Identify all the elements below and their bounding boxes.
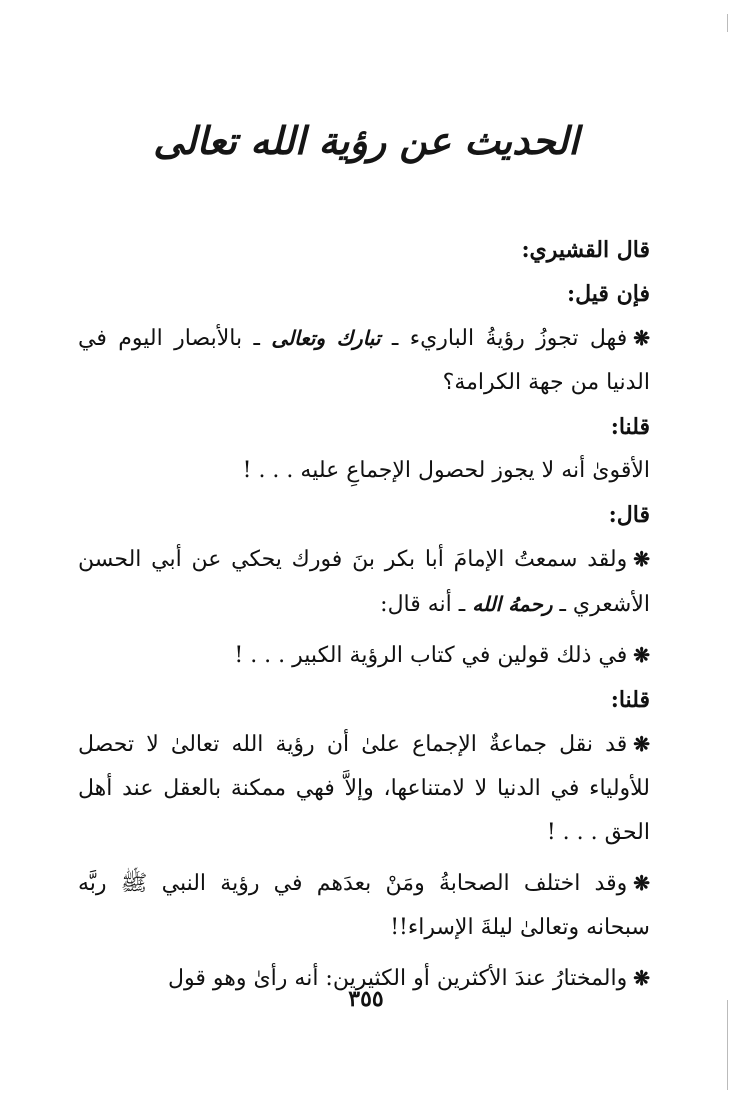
bullet-star-icon: ❋ [633,871,650,895]
paragraph [78,537,650,627]
page-number: ٣٥٥ [348,986,384,1012]
bullet-star-icon: ❋ [633,732,650,756]
section-label: قال: [608,502,650,528]
page-edge-mark [727,1000,728,1090]
section-label: فإن قيل: [567,281,650,307]
paragraph [78,316,650,405]
section-label: قلنا: [610,414,650,440]
text-segment: والمختارُ عندَ الأكثرين أو الكثيرين: أنه رأىٰ وهو قول [168,966,628,991]
text-segment: ولقد سمعتُ الإمامَ أبا بكر بنَ فورك يحكي عن أبي الحسن الأشعري ـ [78,547,650,617]
section-label: قلنا: [610,687,650,713]
chapter-title: الحديث عن رؤية الله تعالى [153,118,579,163]
paragraph [78,633,650,678]
text-segment: في ذلك قولين في كتاب الرؤية الكبير . . . ! [234,643,628,668]
text-segment: ـ أنه قال: [380,592,473,617]
bullet-star-icon: ❋ [633,547,650,571]
honorific-phrase: تبارك وتعالى [271,326,381,350]
paragraph [78,861,650,950]
text-segment: ـ بالأبصار اليوم في الدنيا من جهة الكرامة؟ [78,326,650,395]
bullet-star-icon: ❋ [633,326,650,350]
bullet-star-icon: ❋ [633,643,650,667]
body-text [78,228,650,1001]
honorific-phrase: رحمهُ الله [472,592,553,616]
bullet-star-icon: ❋ [633,966,650,990]
section-label: قال القشيري: [521,237,650,263]
text-segment: فهل تجوزُ رؤيةُ الباريء ـ [380,326,628,351]
paragraph [78,449,650,493]
text-segment: قد نقل جماعةٌ الإجماع علىٰ أن رؤية الله تعالىٰ لا تحصل للأولياء في الدنيا لا لامتناعها، وإلاَّ فهي ممكنة بالعقل عند أهل الحق . . . ! [78,732,650,845]
paragraph [78,722,650,855]
page-edge-mark [727,14,728,32]
text-segment: الأقوىٰ أنه لا يجوز لحصول الإجماعِ عليه . . . ! [242,458,650,483]
text-segment: وقد اختلف الصحابةُ ومَنْ بعدَهم في رؤية النبي ﷺ ربَّه سبحانه وتعالىٰ ليلةَ الإسراء!! [78,871,650,940]
